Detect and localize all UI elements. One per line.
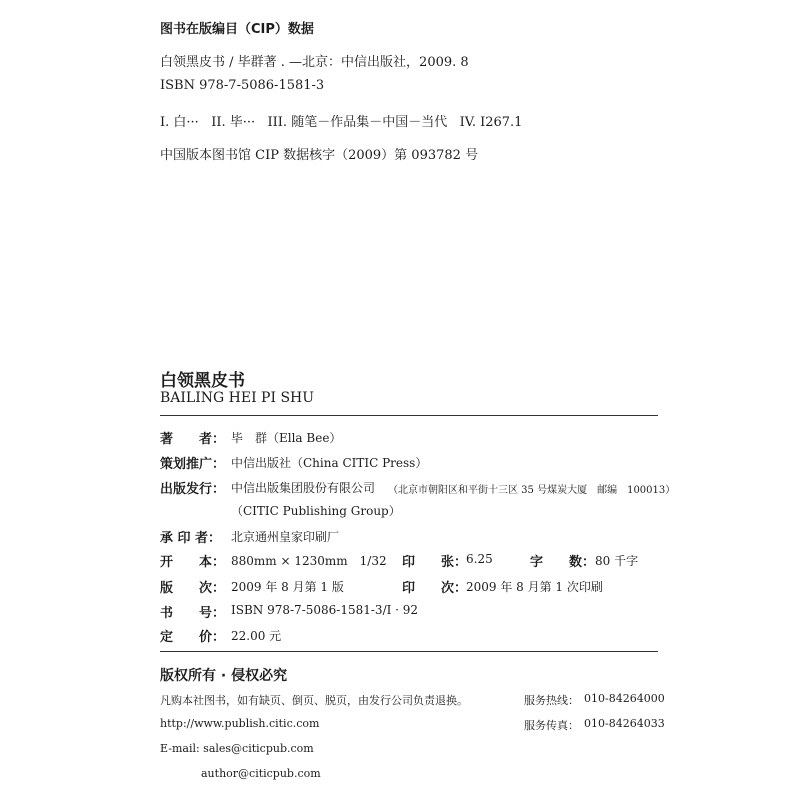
words-value: 80 千字 xyxy=(595,554,639,568)
planner-label: 策划推广： xyxy=(160,457,226,472)
price-value: 22.00 元 xyxy=(231,629,282,643)
printer-label: 承 印 者： xyxy=(160,531,222,546)
author-label: 著 者： xyxy=(160,432,226,447)
sheets-label: 印 张： xyxy=(402,555,468,570)
printing-value: 2009 年 8 月第 1 次印刷 xyxy=(466,580,603,594)
edition-value: 2009 年 8 月第 1 版 xyxy=(231,580,344,594)
publisher-label: 出版发行： xyxy=(160,482,226,497)
title-rule xyxy=(160,415,658,416)
edition-label: 版 次： xyxy=(160,581,226,596)
book-title: 白领黑皮书 xyxy=(160,371,245,391)
printer-value: 北京通州皇家印刷厂 xyxy=(231,530,340,544)
publisher-group: （CITIC Publishing Group） xyxy=(231,504,401,518)
book-pinyin: BAILING HEI PI SHU xyxy=(160,390,315,406)
printing-label: 印 次： xyxy=(402,581,468,596)
rights-heading: 版权所有 · 侵权必究 xyxy=(160,668,288,684)
info-rule xyxy=(160,651,658,652)
hotline-label: 服务热线： xyxy=(524,694,579,707)
cip-line1: 白领黑皮书 / 毕群著 . —北京：中信出版社，2009. 8 xyxy=(160,55,469,70)
booknum-value: ISBN 978-7-5086-1581-3/I · 92 xyxy=(231,603,419,617)
sheets-value: 6.25 xyxy=(466,552,493,566)
publisher-address: （北京市朝阳区和平街十三区 35 号煤炭大厦 邮编 100013） xyxy=(388,485,676,496)
words-label: 字 数： xyxy=(530,555,596,570)
price-label: 定 价： xyxy=(160,630,226,645)
cip-heading: 图书在版编目（CIP）数据 xyxy=(160,22,314,37)
email-sales[interactable]: E-mail: sales@citicpub.com xyxy=(160,742,314,755)
website-link[interactable]: http://www.publish.citic.com xyxy=(160,717,320,730)
fax-label: 服务传真： xyxy=(524,719,579,732)
publisher-value: 中信出版集团股份有限公司 xyxy=(231,481,376,495)
cip-isbn: ISBN 978-7-5086-1581-3 xyxy=(160,78,325,93)
booknum-label: 书 号： xyxy=(160,606,226,621)
fax-value: 010-84264033 xyxy=(584,717,665,730)
planner-value: 中信出版社（China CITIC Press） xyxy=(231,456,428,470)
cip-verification: 中国版本图书馆 CIP 数据核字（2009）第 093782 号 xyxy=(160,148,479,163)
cip-classification: I. 白··· II. 毕··· III. 随笔－作品集－中国－当代 IV. I267.1 xyxy=(160,115,523,130)
hotline-value: 010-84264000 xyxy=(584,692,665,705)
email-author[interactable]: author@citicpub.com xyxy=(201,767,321,780)
rights-notice: 凡购本社图书，如有缺页、倒页、脱页，由发行公司负责退换。 xyxy=(160,694,468,707)
author-value: 毕 群（Ella Bee） xyxy=(231,431,342,445)
format-value: 880mm × 1230mm 1/32 xyxy=(231,554,387,568)
format-label: 开 本： xyxy=(160,555,226,570)
